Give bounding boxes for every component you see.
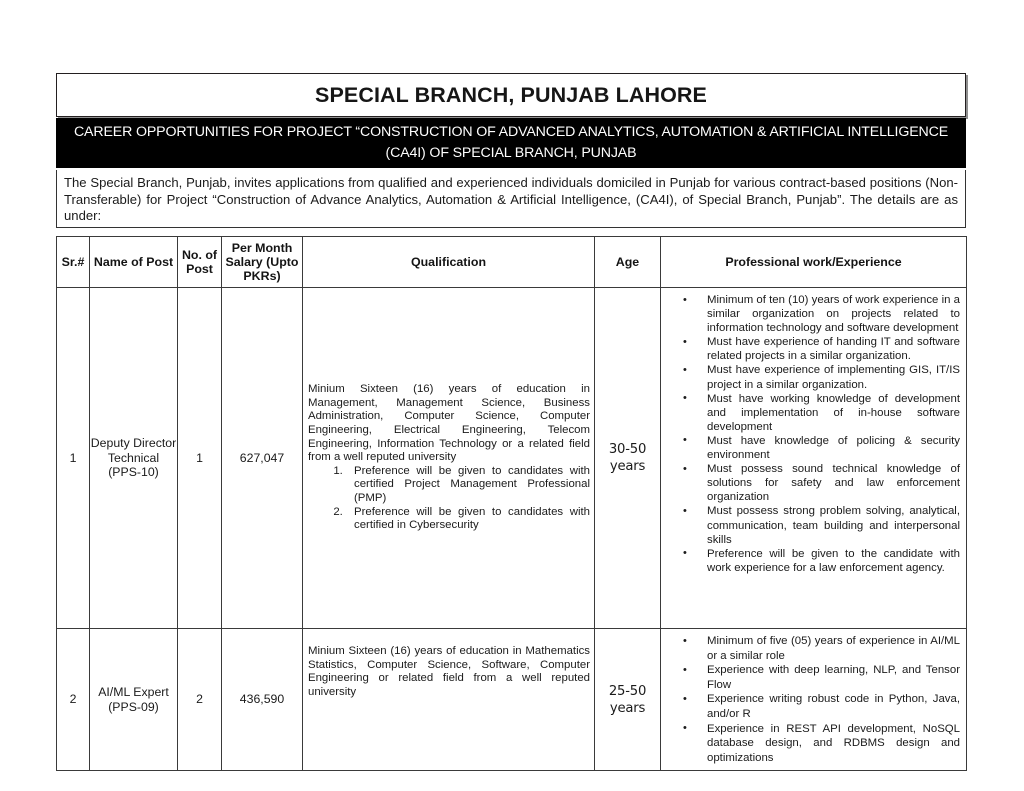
qualification-paragraph: Minium Sixteen (16) years of education in Mathematics Statistics, Computer Science, Software, Computer Engineering or related field from a well reputed university [308, 645, 590, 698]
column-header-no-of-post: No. of Post [178, 237, 222, 288]
list-item: • Must possess strong problem solving, analytical, communication, team building and interpersonal skills [665, 504, 960, 546]
list-item: • Preference will be given to the candidate with work experience for a law enforcement agency. [665, 547, 960, 575]
list-item: • Minimum of five (05) years of experience in AI/ML or a similar role [665, 634, 960, 663]
list-item: • Must have working knowledge of development and implementation of in-house software development [665, 392, 960, 434]
post-line: Deputy Director [90, 436, 177, 451]
post-line: Technical [107, 450, 160, 465]
table-row [57, 629, 967, 771]
intro-paragraph-box [56, 170, 966, 228]
age-line: 30-50 [608, 442, 647, 457]
list-item: • Must have experience of implementing GIS, IT/IS project in a similar organization. [665, 363, 960, 391]
cell-sr: 1 [57, 288, 90, 629]
list-item: • Must have knowledge of policing & security environment [665, 434, 960, 462]
column-header-sr: Sr.# [57, 237, 90, 288]
cell-experience [661, 629, 967, 771]
cell-sr: 2 [57, 629, 90, 771]
column-header-age: Age [595, 237, 661, 288]
table-row [57, 288, 967, 629]
column-header-salary: Per Month Salary (Upto PKRs) [222, 237, 303, 288]
table-header-row [57, 237, 967, 288]
cell-no-of-post: 2 [178, 629, 222, 771]
cell-salary: 436,590 [222, 629, 303, 771]
list-item: • Must have experience of handing IT and software related projects in a similar organization. [665, 335, 960, 363]
column-header-experience: Professional work/Experience [661, 237, 967, 288]
cell-age [595, 288, 661, 629]
list-item: • Minimum of ten (10) years of work experience in a similar organization on projects related to information technology and software development [665, 293, 960, 335]
cell-qualification [303, 288, 595, 629]
list-item: 1. Preference will be given to candidates with certified Project Management Professional (PMP) [346, 465, 590, 506]
cell-age [595, 629, 661, 771]
experience-list [665, 293, 960, 575]
post-line: (PPS-10) [108, 465, 159, 480]
banner-line-2: (CA4I) OF SPECIAL BRANCH, PUNJAB [385, 145, 637, 161]
age-line: years [609, 700, 646, 716]
announcement-banner [56, 118, 966, 168]
qualification-preference-list [308, 465, 590, 533]
page-title: SPECIAL BRANCH, PUNJAB LAHORE [315, 82, 707, 107]
intro-paragraph: The Special Branch, Punjab, invites applications from qualified and experienced individuals domiciled in Punjab for various contract-based positions (Non-Transferable) for Project “Construction of Advance Analytics, Automation & Artificial Intelligence, (CA4I), of Special Branch, Punjab”. The details are as under: [64, 175, 958, 224]
document-title-box [56, 73, 966, 117]
cell-qualification [303, 629, 595, 771]
age-line: years [609, 459, 646, 474]
cell-no-of-post: 1 [178, 288, 222, 629]
cell-post [90, 288, 178, 629]
column-header-qualification: Qualification [303, 237, 595, 288]
positions-table [56, 236, 967, 771]
experience-list [665, 634, 960, 765]
cell-post [90, 629, 178, 771]
cell-salary: 627,047 [222, 288, 303, 629]
post-line: (PPS-09) [108, 699, 159, 714]
list-item: 2. Preference will be given to candidates with certified in Cybersecurity [346, 506, 590, 533]
age-line: 25-50 [608, 683, 647, 699]
post-line: AI/ML Expert [98, 685, 169, 700]
list-item: • Must possess sound technical knowledge of solutions for safety and law enforcement organization [665, 462, 960, 504]
list-item: • Experience with deep learning, NLP, and Tensor Flow [665, 663, 960, 692]
column-header-post: Name of Post [90, 237, 178, 288]
list-item: • Experience in REST API development, NoSQL database design, and RDBMS design and optimizations [665, 722, 960, 766]
banner-line-1: CAREER OPPORTUNITIES FOR PROJECT “CONSTRUCTION OF ADVANCED ANALYTICS, AUTOMATION & ARTIFICIAL INTELLIGENCE [73, 124, 949, 140]
list-item: • Experience writing robust code in Python, Java, and/or R [665, 692, 960, 721]
qualification-paragraph: Minium Sixteen (16) years of education in Management, Management Science, Business Administration, Computer Science, Computer Engineering, Electrical Engineering, Telecom Engineering, Information Technology or a related field from a well reputed university [308, 383, 590, 464]
cell-experience [661, 288, 967, 629]
